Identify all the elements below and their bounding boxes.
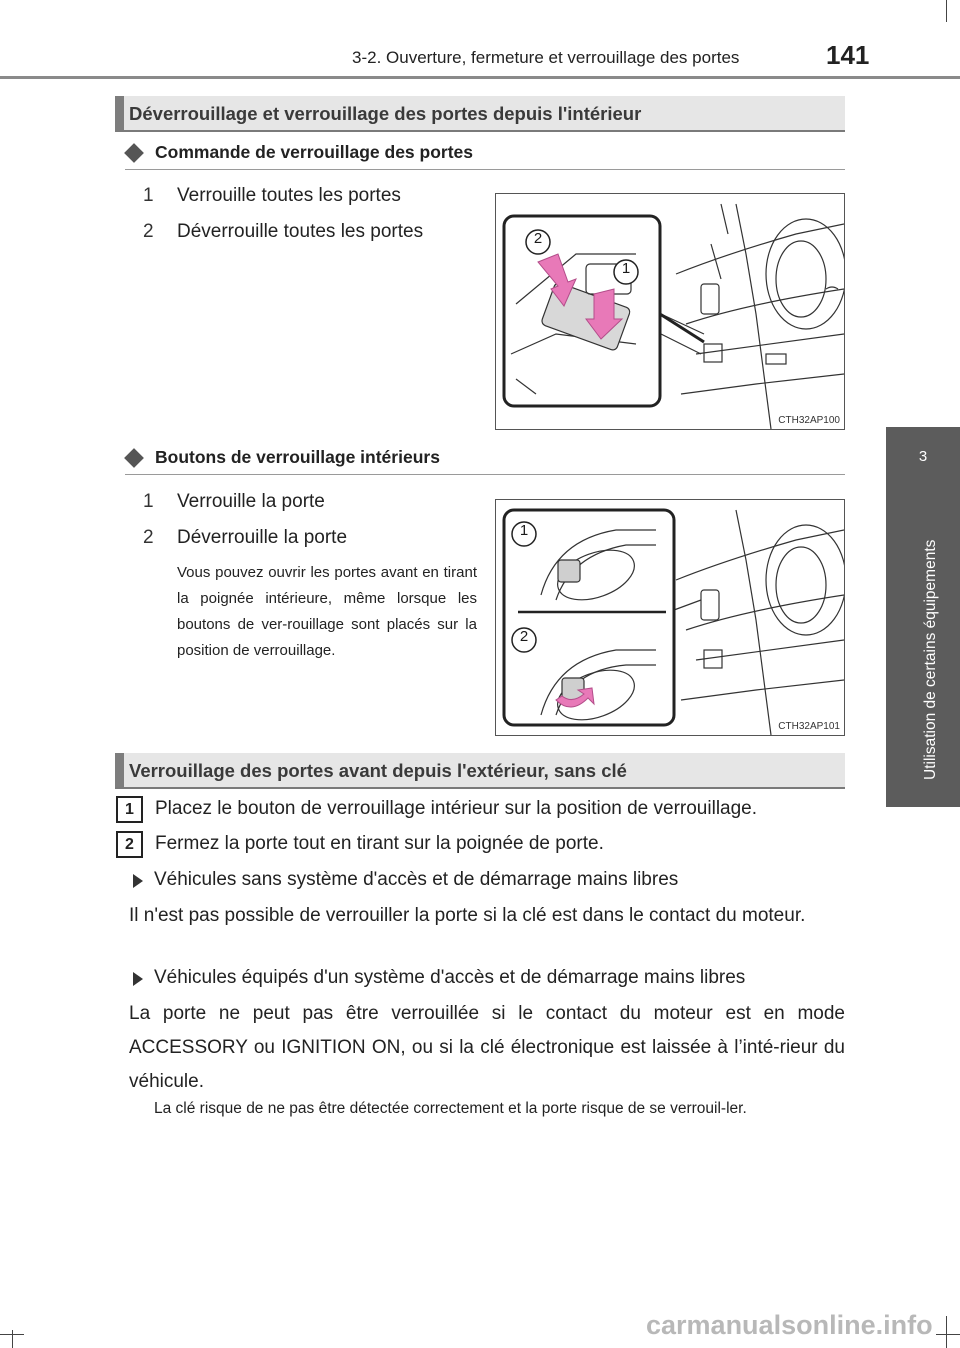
case-note: La clé risque de ne pas être détectée correctement et la porte risque de se verrouil-ler.	[154, 1100, 747, 1117]
figure-code: CTH32AP101	[778, 721, 840, 732]
case-title: Véhicules sans système d'accès et de démarrage mains libres	[154, 869, 679, 890]
figure-illustration	[496, 500, 844, 735]
diamond-bullet-icon	[124, 143, 144, 163]
item-number: 2	[143, 527, 154, 548]
subheading-door-lock-switch	[125, 140, 845, 170]
running-head: 3-2. Ouverture, fermeture et verrouillage des portes	[352, 48, 740, 67]
item-number: 1	[143, 185, 154, 206]
triangle-bullet-icon	[133, 972, 143, 986]
callout-number: 2	[533, 230, 543, 247]
chapter-title: Utilisation de certains équipements	[922, 539, 939, 780]
section-accent	[115, 96, 124, 130]
figure-door-lock-switch	[495, 193, 845, 430]
step-number-box: 2	[116, 831, 143, 858]
header-rule	[0, 76, 960, 79]
step-text: Fermez la porte tout en tirant sur la poignée de porte.	[155, 833, 604, 854]
section-title: Déverrouillage et verrouillage des portes depuis l'intérieur	[129, 103, 642, 124]
chapter-number: 3	[918, 448, 928, 465]
section-heading-exterior	[115, 753, 845, 789]
crop-mark	[946, 0, 947, 22]
figure-inside-lock-buttons	[495, 499, 845, 736]
case-title: Véhicules équipés d'un système d'accès et de démarrage mains libres	[154, 967, 746, 988]
item-number: 1	[143, 491, 154, 512]
case-text: La porte ne peut pas être verrouillée si le contact du moteur est en mode ACCESSORY ou IGNITION ON, ou si la clé électronique est laissée à l’inté-rieur du véhicule.	[129, 1003, 845, 1092]
figure-code: CTH32AP100	[778, 415, 840, 426]
item-text: Déverrouille toutes les portes	[177, 221, 424, 242]
footer-watermark: carmanualsonline.info	[646, 1310, 933, 1340]
crop-mark	[0, 1334, 24, 1335]
item-text: Verrouille la porte	[177, 491, 325, 512]
crop-mark	[12, 1330, 13, 1348]
page-number: 141	[826, 40, 870, 70]
section-heading-interior	[115, 96, 845, 132]
diamond-bullet-icon	[124, 448, 144, 468]
item-text: Verrouille toutes les portes	[177, 185, 401, 206]
triangle-bullet-icon	[133, 874, 143, 888]
callout-number: 1	[621, 260, 631, 277]
figure-illustration	[496, 194, 844, 429]
callout-number: 2	[519, 628, 529, 645]
note-text: Vous pouvez ouvrir les portes avant en tirant la poignée intérieure, même lorsque les boutons de ver-rouillage sont placés sur la position de verrouillage.	[177, 564, 477, 659]
step-text: Placez le bouton de verrouillage intérieur sur la position de verrouillage.	[155, 798, 758, 819]
step-number-box: 1	[116, 796, 143, 823]
section-accent	[115, 753, 124, 787]
subheading-inside-lock-buttons	[125, 445, 845, 475]
section-title: Verrouillage des portes avant depuis l'extérieur, sans clé	[129, 760, 627, 781]
crop-mark	[936, 1334, 960, 1335]
case-text: Il n'est pas possible de verrouiller la porte si la clé est dans le contact du moteur.	[129, 905, 806, 926]
subheading-title: Commande de verrouillage des portes	[155, 142, 474, 162]
item-text: Déverrouille la porte	[177, 527, 348, 548]
subheading-title: Boutons de verrouillage intérieurs	[155, 447, 440, 467]
crop-mark	[946, 1316, 947, 1348]
item-number: 2	[143, 221, 154, 242]
callout-number: 1	[519, 522, 529, 539]
